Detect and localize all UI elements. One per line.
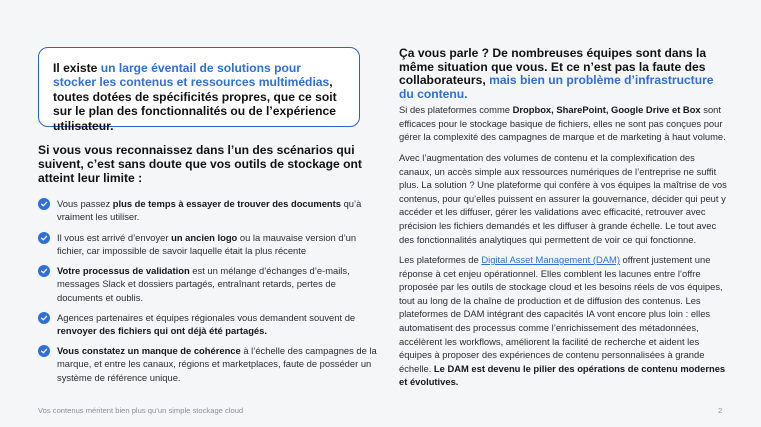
right-heading: Ça vous parle ? De nombreuses équipes sont dans la même situation que vous. Et ce n’est pas la faute des collaborateurs, mais bien un problème d’infrastructure du contenu.: [399, 46, 714, 102]
page-number: 2: [718, 406, 723, 415]
callout-text-end: , toutes dotées de spécificités propres, que ce soit sur le plan des fonctionnalités ou de l’expérience utilisateur.: [53, 75, 337, 133]
intro-callout: [38, 47, 360, 133]
paragraph-dam: Les plateformes de Digital Asset Management (DAM) offrent justement une réponse à cet enjeu opérationnel. Elles comblent les lacunes entre l’offre proposée par les outils de stockage cloud et les besoins réels de vos équipes, tout au long de la chaîne de production et de diffusion des contenus. Les plateformes de DAM intégrant des capacités IA vont encore plus loin : elles automatisent des processus comme l’enrichissement des métadonnées, accélèrent les workflows, améliorent la facilité de recherche et aident les équipes à proposer des expériences de contenu personnalisées à grande échelle. Le DAM est devenu le pilier des opérations de contenu modernes et évolutives.: [399, 254, 726, 388]
callout-text-start: Il existe: [53, 61, 101, 75]
check-circle-icon: [38, 312, 50, 324]
callout-highlight: un large éventail de solutions pour stocker les contenus et ressources multimédias: [53, 61, 330, 90]
check-circle-icon: [38, 345, 50, 357]
check-circle-icon: [38, 198, 50, 210]
dam-link[interactable]: Digital Asset Management (DAM): [481, 254, 620, 265]
list-item: Votre processus de validation est un mélange d’échanges d’e-mails, messages Slack et dossiers partagés, entraînant retards, pertes de documents et oublis.: [38, 264, 382, 304]
check-circle-icon: [38, 265, 50, 277]
check-circle-icon: [38, 232, 50, 244]
paragraph-solution: Avec l’augmentation des volumes de contenu et la complexification des canaux, un accès simple aux ressources numériques de l’entreprise ne suffit plus. La solution ? Une plateforme qui confère à vos équipes la maîtrise de vos contenus, pour qu’elles puissent en assurer la gouvernance, décider qui peut y accéder et les diffuser, gérer les validations avec efficacité, retrouver avec précision les fichiers demandés et les diffuser à grande échelle. Le tout avec des fonctionnalités analytiques qui permettent de voir ce qui fonctionne.: [399, 152, 727, 245]
right-heading-highlight: mais bien un problème d’infrastructure du contenu.: [399, 73, 714, 102]
list-item: Agences partenaires et équipes régionales vous demandent souvent de renvoyer des fichiers qui ont déjà été partagés.: [38, 311, 382, 338]
list-item: Il vous est arrivé d’envoyer un ancien logo ou la mauvaise version d’un fichier, car impossible de savoir laquelle était la plus récente: [38, 231, 382, 258]
list-item: Vous passez plus de temps à essayer de trouver des documents qu’à vraiment les utiliser.: [38, 197, 382, 224]
paragraph-storage-platforms: Si des plateformes comme Dropbox, SharePoint, Google Drive et Box sont efficaces pour le stockage basique de fichiers, elles ne sont pas conçues pour gérer la complexité des campagnes de marque et de marketing à haut volume.: [399, 104, 726, 143]
scenarios-lead: Si vous vous reconnaissez dans l’un des scénarios qui suivent, c’est sans doute que vos outils de stockage ont atteint leur limite :: [38, 143, 362, 186]
footer-title: Vos contenus méritent bien plus qu’un simple stockage cloud: [38, 406, 244, 415]
list-item: Vous constatez un manque de cohérence à l’échelle des campagnes de la marque, et entre les canaux, régions et marketplaces, faute de posséder un système de référence unique.: [38, 344, 382, 384]
